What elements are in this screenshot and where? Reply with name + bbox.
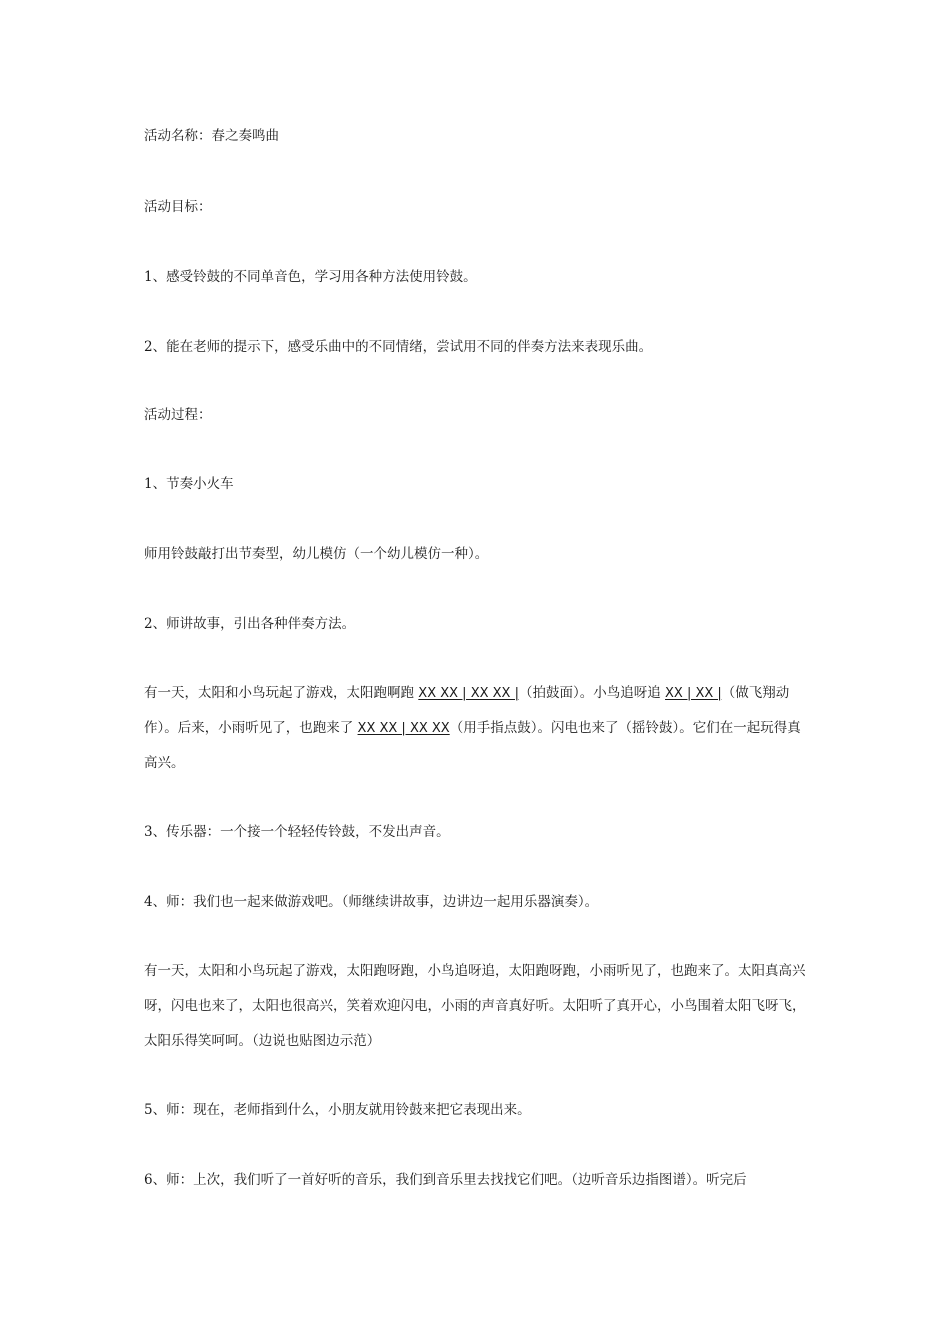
story-text-4: （用手指点鼓）。闪电也来了（摇铃鼓）。它们在一起玩得真高兴。 [144,720,801,771]
step-1: 1、节奏小火车 [144,476,234,492]
rhythm-sun: XX XX | XX XX | [418,686,519,701]
step-3: 3、传乐器：一个接一个轻轻传铃鼓，不发出声音。 [144,824,450,840]
story-text-3: （做飞翔动作）。后来，小雨听见了，也跑来了 [144,685,790,736]
process-heading: 活动过程： [144,407,212,423]
story-text-1: 有一天，太阳和小鸟玩起了游戏，太阳跑啊跑 [144,685,419,701]
rhythm-bird: XX | XX | [665,686,722,701]
story-text-2: （拍鼓面）。小鸟追呀追 [518,685,666,701]
story-paragraph-2: 有一天，太阳和小鸟玩起了游戏，太阳跑呀跑，小鸟追呀追，太阳跑呀跑，小雨听见了，也跑来了。太阳真高兴呀，闪电也来了，太阳也很高兴，笑着欢迎闪电，小雨的声音真好听。太阳听了真开心，小鸟围着太阳飞呀飞，太阳乐得笑呵呵。（边说也贴图边示范） [144,963,806,1049]
step-1-desc: 师用铃鼓敲打出节奏型，幼儿模仿（一个幼儿模仿一种）。 [144,546,489,562]
goals-heading: 活动目标： [144,199,212,215]
step-2: 2、师讲故事，引出各种伴奏方法。 [144,616,356,632]
activity-name: 活动名称：春之奏鸣曲 [144,128,279,144]
step-4: 4、师：我们也一起来做游戏吧。（师继续讲故事，边讲边一起用乐器演奏）。 [144,894,599,910]
step-5: 5、师：现在，老师指到什么，小朋友就用铃鼓来把它表现出来。 [144,1102,531,1118]
goal-1: 1、感受铃鼓的不同单音色，学习用各种方法使用铃鼓。 [144,269,477,285]
step-6: 6、师：上次，我们听了一首好听的音乐，我们到音乐里去找找它们吧。（边听音乐边指图谱）。听完后 [144,1172,747,1188]
goal-2: 2、能在老师的提示下，感受乐曲中的不同情绪，尝试用不同的伴奏方法来表现乐曲。 [144,339,653,355]
rhythm-rain: XX XX | XX XX [357,721,450,736]
story-paragraph-1 [144,676,808,781]
